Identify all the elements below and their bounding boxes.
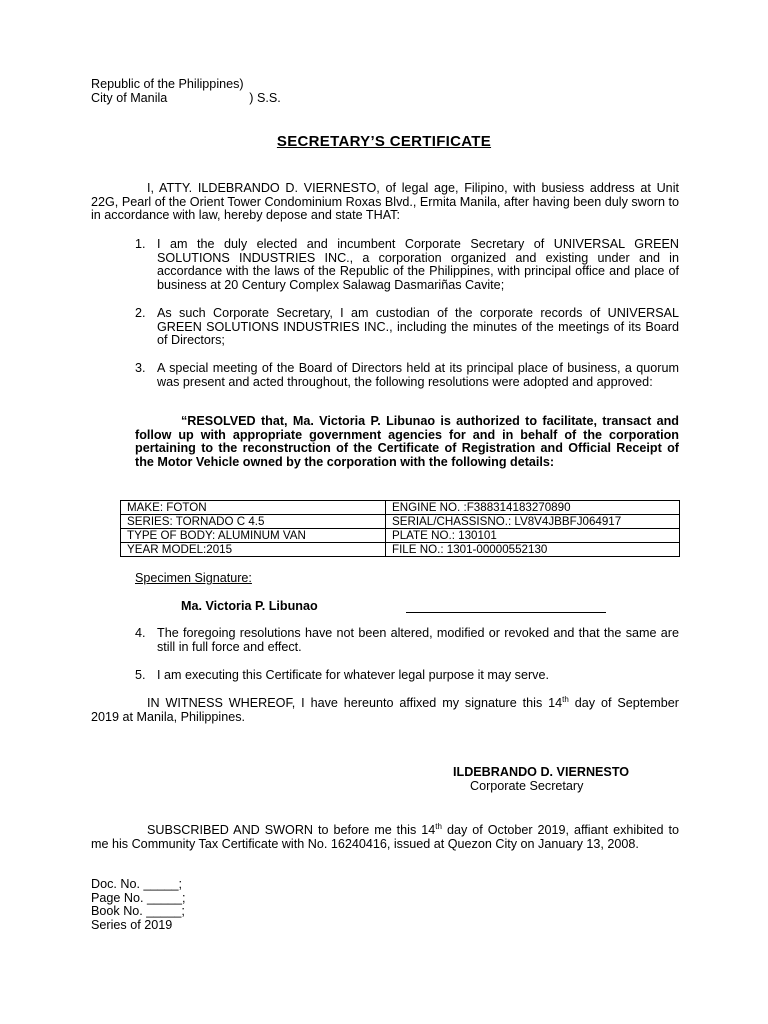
intro-paragraph: I, ATTY. ILDEBRANDO D. VIERNESTO, of legal age, Filipino, with busiess address at Unit 22G, Pearl of the Orient Tower Condominium Roxas Blvd., Ermita Manila, after having been duly sworn to in accordance with law, hereby depose and state THAT: bbox=[91, 181, 679, 223]
list-item-number: 4. bbox=[135, 626, 146, 640]
table-cell: SERIAL/CHASSISNO.: LV8V4JBBFJ064917 bbox=[386, 515, 680, 529]
table-row bbox=[121, 543, 680, 557]
venue-line-1: Republic of the Philippines) bbox=[91, 77, 244, 91]
list-item-text: I am the duly elected and incumbent Corporate Secretary of UNIVERSAL GREEN SOLUTIONS INDUSTRIES INC., a corporation organized and existing under and in accordance with the laws of the Republic of the Philippines, with principal office and place of business at 20 Century Complex Salawag Dasmariñas Cavite; bbox=[157, 237, 679, 292]
list-item-number: 5. bbox=[135, 668, 146, 682]
list-item-text: As such Corporate Secretary, I am custodian of the corporate records of UNIVERSAL GREEN SOLUTIONS INDUSTRIES INC., including the minutes of the meetings of its Board of Directors; bbox=[157, 306, 679, 348]
document-title: SECRETARY’S CERTIFICATE bbox=[276, 133, 492, 150]
witness-paragraph bbox=[91, 694, 679, 724]
venue-ss: ) S.S. bbox=[249, 90, 281, 105]
table-cell: YEAR MODEL:2015 bbox=[121, 543, 386, 557]
table-cell: MAKE: FOTON bbox=[121, 501, 386, 515]
list-item-5 bbox=[135, 669, 679, 683]
signature-line bbox=[406, 612, 606, 613]
venue-line-2 bbox=[91, 92, 281, 106]
jurat-text-end: day of October 2019, affiant exhibited to me his Community Tax Certificate with No. 16240416, issued at Quezon City on January 13, 2008. bbox=[91, 823, 679, 851]
resolution-text: “RESOLVED that, Ma. Victoria P. Libunao is authorized to facilitate, transact and follow up with appropriate government agencies for and in behalf of the corporation pertaining to the reconstruction of the Certificate of Registration and Official Receipt of the Motor Vehicle owned by the corporation with the following details: bbox=[135, 414, 679, 469]
table-cell: SERIES: TORNADO C 4.5 bbox=[121, 515, 386, 529]
jurat-ordinal-suffix: th bbox=[435, 821, 442, 831]
list-item-4 bbox=[135, 627, 679, 654]
table-cell: PLATE NO.: 130101 bbox=[386, 529, 680, 543]
vehicle-details-table bbox=[120, 500, 680, 557]
doc-no: Doc. No. _____; bbox=[91, 877, 183, 891]
series: Series of 2019 bbox=[91, 917, 173, 932]
list-item-number: 2. bbox=[135, 306, 146, 320]
specimen-name: Ma. Victoria P. Libunao bbox=[181, 599, 318, 613]
signer-name: ILDEBRANDO D. VIERNESTO bbox=[453, 765, 630, 779]
jurat-paragraph bbox=[91, 821, 679, 851]
signer-title: Corporate Secretary bbox=[470, 779, 584, 793]
witness-text-start: IN WITNESS WHEREOF, I have hereunto affixed my signature this 14 bbox=[147, 696, 563, 710]
list-item-text: The foregoing resolutions have not been altered, modified or revoked and that the same are still in full force and effect. bbox=[157, 626, 679, 654]
table-cell: ENGINE NO. :F388314183270890 bbox=[386, 501, 680, 515]
table-row bbox=[121, 515, 680, 529]
venue-block bbox=[91, 78, 281, 105]
list-item-number: 1. bbox=[135, 237, 146, 251]
book-no: Book No. _____; bbox=[91, 904, 185, 919]
table-cell: FILE NO.: 1301-00000552130 bbox=[386, 543, 680, 557]
witness-text-end: day of September 2019 at Manila, Philippines. bbox=[91, 696, 679, 724]
list-item-2 bbox=[135, 307, 679, 348]
list-item-3 bbox=[135, 362, 679, 389]
list-item-text: A special meeting of the Board of Directors held at its principal place of business, a quorum was present and acted throughout, the following resolutions were adopted and approved: bbox=[157, 361, 679, 389]
notary-register-block bbox=[91, 878, 186, 932]
list-item-text: I am executing this Certificate for whatever legal purpose it may serve. bbox=[157, 668, 549, 682]
venue-city: City of Manila bbox=[91, 90, 168, 105]
list-item-1 bbox=[135, 238, 679, 292]
list-item-number: 3. bbox=[135, 361, 146, 375]
jurat-text-start: SUBSCRIBED AND SWORN to before me this 14 bbox=[147, 823, 436, 837]
table-cell: TYPE OF BODY: ALUMINUM VAN bbox=[121, 529, 386, 543]
specimen-signature-label: Specimen Signature: bbox=[135, 571, 252, 585]
table-row bbox=[121, 501, 680, 515]
page-no: Page No. _____; bbox=[91, 890, 186, 905]
table-row bbox=[121, 529, 680, 543]
witness-ordinal-suffix: th bbox=[562, 694, 569, 704]
